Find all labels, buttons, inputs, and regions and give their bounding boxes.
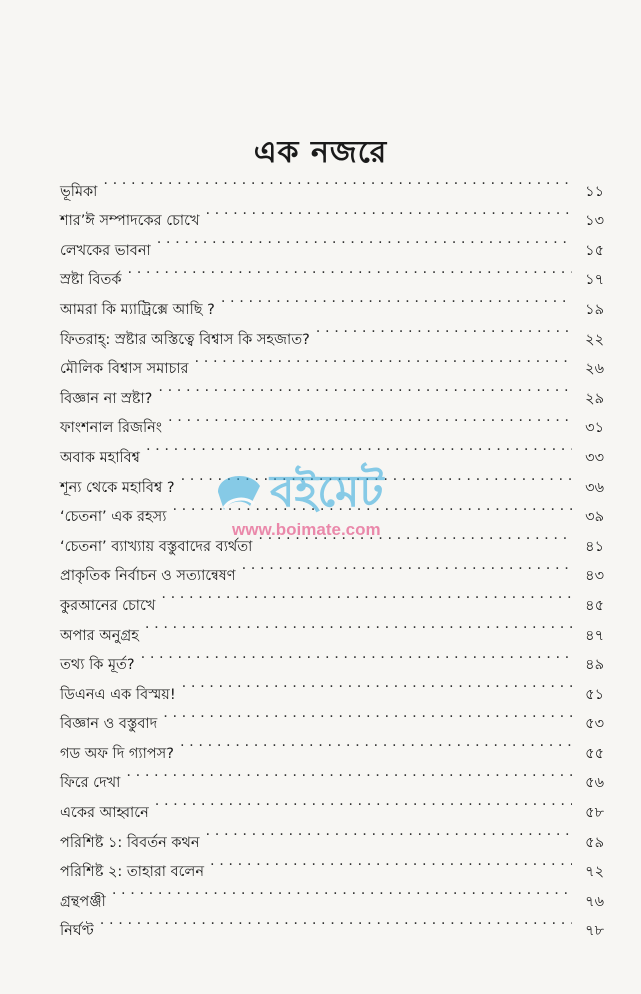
toc-entry-page-number: ৫৮ [585,805,604,822]
toc-entry [60,640,604,674]
dot-leader [141,640,572,670]
toc-entry [60,284,604,318]
watermark-brand: বইমেট [270,466,384,517]
toc-entry-page-number: ৭৬ [585,893,604,910]
toc-entry-title: বিজ্ঞান না স্রষ্টা? [60,390,153,407]
dot-leader [210,847,572,877]
dot-leader [242,551,572,581]
toc-entry-title: শার’ঈ সম্পাদকের চোখে [60,213,200,230]
dot-leader [128,255,573,285]
toc-entry-title: আমরা কি ম্যাট্রিক্সে আছি ? [60,301,215,318]
watermark [210,462,440,550]
toc-entry-page-number: ২২ [585,331,604,348]
dot-leader [145,610,572,640]
toc-entry-title: তথ্য কি মূর্ত? [60,657,135,674]
toc-entry-title: স্রষ্টা বিতর্ক [60,272,122,289]
toc-entry-page-number: ৩৩ [585,449,604,466]
toc-entry [60,196,604,230]
toc-entry [60,906,604,940]
toc-entry-page-number: ১৩ [585,213,604,230]
toc-entry-title: ফিরে দেখা [60,775,121,792]
page-title: এক নজরে [253,135,388,170]
dot-leader [316,314,572,344]
toc-entry-page-number: ৫১ [585,686,604,703]
toc-entry-page-number: ৭২ [585,864,604,881]
toc-entry-title: শূন্য থেকে মহাবিশ্ব ? [60,479,175,496]
toc-entry-title: ডিএনএ এক বিস্ময়! [60,686,176,703]
dot-leader [157,225,572,255]
dot-leader [206,817,572,847]
toc-entry-page-number: ২৬ [585,361,604,378]
toc-entry [60,758,604,792]
dot-leader [146,432,572,462]
toc-entry [60,787,604,822]
toc-entry-page-number: ৫৯ [585,834,604,851]
table-of-contents [60,166,604,940]
toc-entry-page-number: ৩৬ [585,479,604,496]
toc-entry-page-number: ৪৯ [585,657,604,674]
toc-entry-page-number: ৩৯ [585,509,604,526]
toc-entry-page-number: ৪৩ [585,568,604,585]
dot-leader [168,403,572,433]
toc-entry [60,255,604,289]
toc-entry-page-number: ৫৫ [585,745,604,762]
toc-entry-title: মৌলিক বিশ্বাস সমাচার [60,361,189,378]
dot-leader [163,699,572,729]
toc-entry-page-number: ৪৭ [585,627,604,644]
toc-entry-title: অপার অনুগ্রহ [60,627,139,644]
dot-leader [221,284,572,314]
toc-entry-title: গড অফ দি গ্যাপস? [60,745,174,762]
toc-entry-title: ফিতরাহ্‌: স্রষ্টার অস্তিত্বে বিশ্বাস কি সহজাত? [60,331,310,348]
toc-entry-page-number: ৪১ [585,538,604,555]
dot-leader [112,876,572,906]
toc-entry-title: পরিশিষ্ট ১: বিবর্তন কথন [60,834,200,851]
toc-entry-title: অবাক মহাবিশ্ব [60,449,140,466]
toc-entry [60,669,604,703]
toc-entry-title: একের আহ্বানে [60,805,149,822]
toc-entry-page-number: ১৫ [585,242,604,259]
watermark-url: www.boimate.com [232,520,381,539]
toc-entry-page-number: ৪৫ [585,597,604,614]
toc-entry-page-number: ৩১ [585,420,604,437]
toc-entry-page-number: ১১ [585,183,604,200]
toc-entry-title: ‘চেতনা’ ব্যাখ্যায় বস্তুবাদের ব্যর্থতা [60,538,253,555]
toc-entry-page-number: ৭৮ [585,923,604,940]
toc-entry-page-number: ৫৩ [585,716,604,733]
dot-leader [126,758,572,788]
toc-entry-title: কুরআনের চোখে [60,597,156,614]
dot-leader [161,580,572,610]
toc-entry-page-number: ১৯ [585,301,604,318]
dot-leader [155,787,572,817]
toc-entry-title: ‘চেতনা’ এক রহস্য [60,509,167,526]
dot-leader [195,344,572,374]
toc-entry-title: ফাংশনাল রিজনিং [60,420,163,437]
toc-entry-title: গ্রন্থপঞ্জী [60,893,106,910]
toc-entry-page-number: ৫৬ [585,775,604,792]
toc-entry-title: পরিশিষ্ট ২: তাহারা বলেন [60,864,204,881]
toc-entry-title: প্রাকৃতিক নির্বাচন ও সত্যান্বেষণ [60,568,236,585]
dot-leader [205,196,572,226]
toc-entry-title: লেখকের ভাবনা [60,242,151,259]
toc-entry-title: নির্ঘণ্ট [60,923,94,940]
toc-entry [60,876,604,910]
toc-entry [60,166,604,200]
toc-entry-page-number: ১৭ [585,272,604,289]
toc-entry-page-number: ২৯ [585,390,604,407]
toc-entry-title: বিজ্ঞান ও বস্তুবাদ [60,716,158,733]
dot-leader [103,166,572,196]
toc-entry-title: ভূমিকা [60,183,98,200]
dot-leader [182,669,572,699]
dot-leader [180,728,572,758]
dot-leader [158,373,572,403]
dot-leader [100,906,572,936]
